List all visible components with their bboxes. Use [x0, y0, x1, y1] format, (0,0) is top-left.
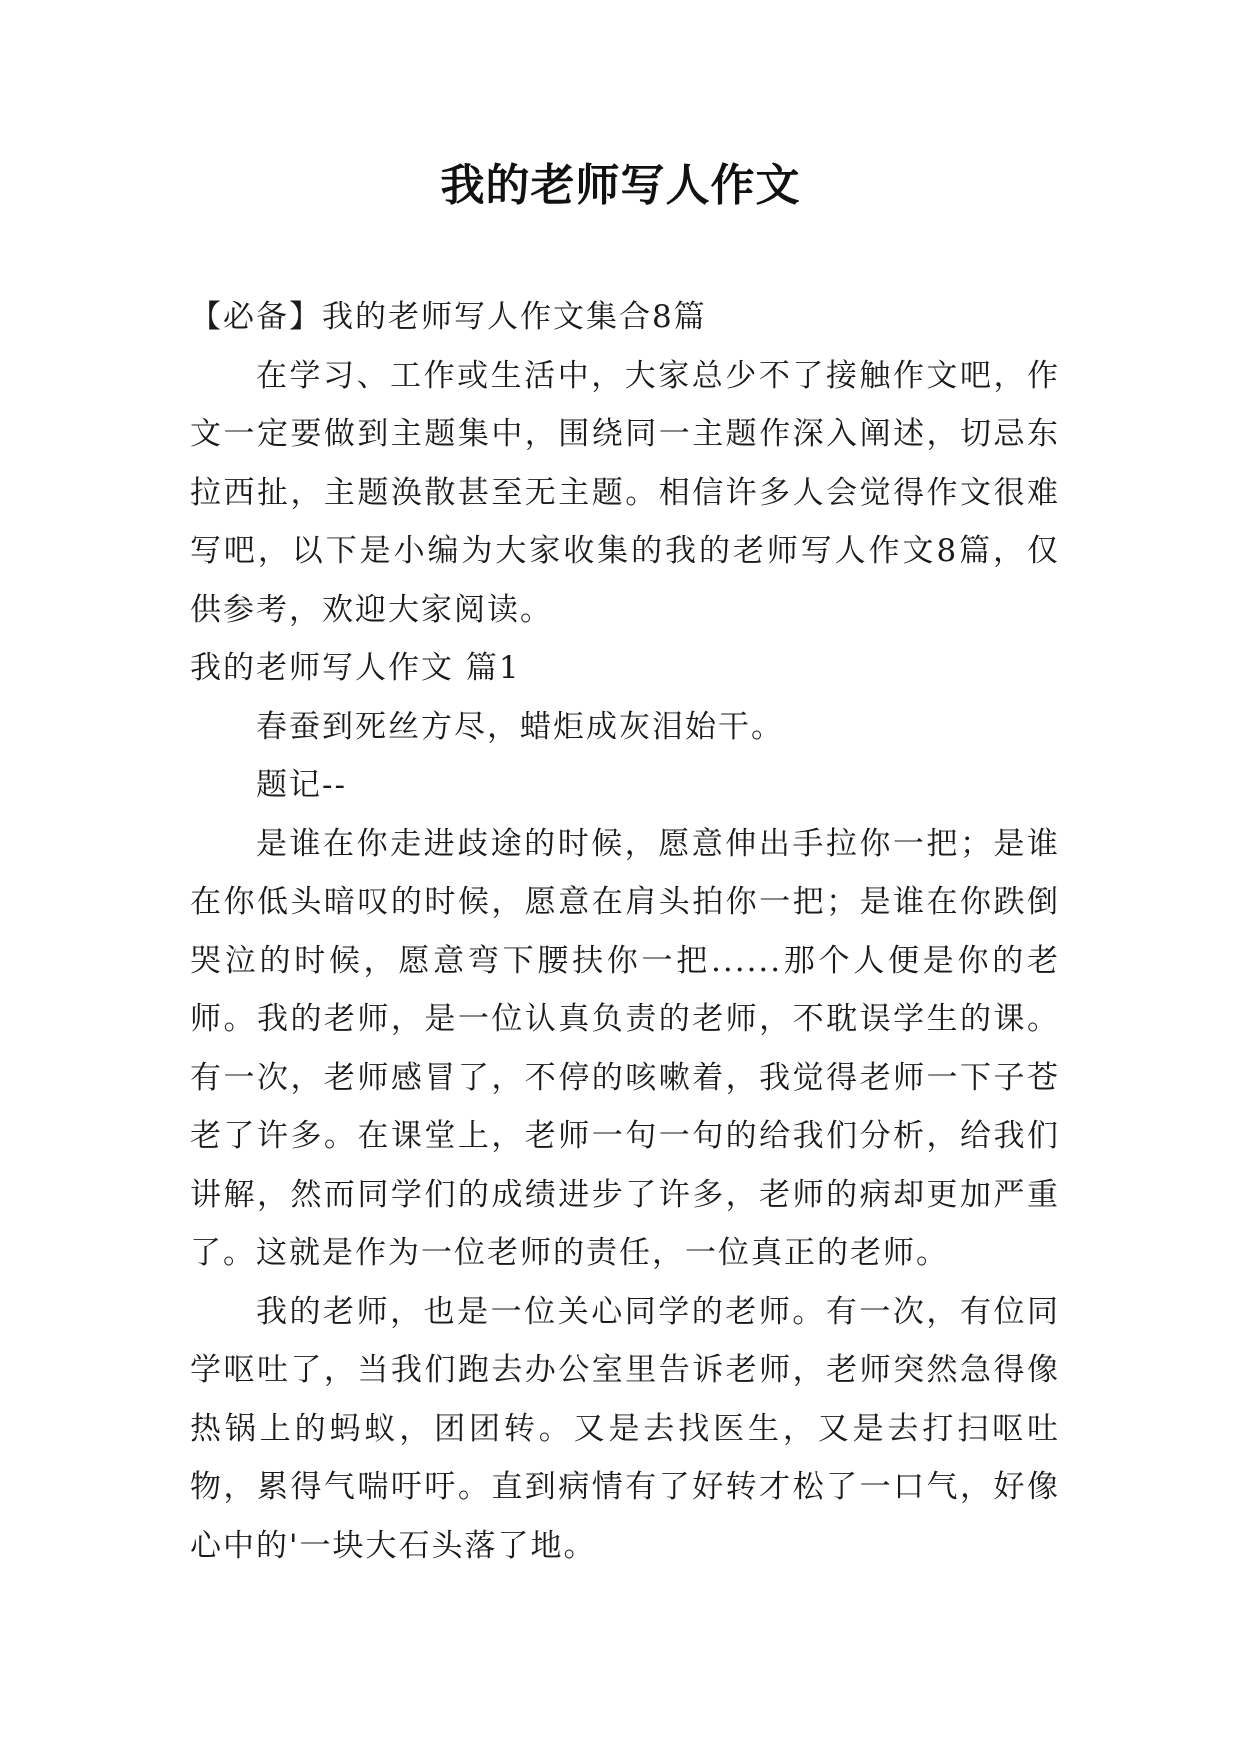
document-body — [190, 288, 1060, 1575]
paragraph-epigraph: 春蚕到死丝方尽，蜡炬成灰泪始干。 — [256, 708, 784, 745]
paragraph-body: 是谁在你走进歧途的时候，愿意伸出手拉你一把；是谁在你低头暗叹的时候，愿意在肩头拍你一把；是谁在你跌倒哭泣的时候，愿意弯下腰扶你一把......那个人便是你的老师。我的老师，是一位认真负责的老师，不耽误学生的课。有一次，老师感冒了，不停的咳嗽着，我觉得老师一下子苍老了许多。在课堂上，老师一句一句的给我们分析，给我们讲解，然而同学们的成绩进步了许多，老师的病却更加严重了。这就是作为一位老师的责任，一位真正的老师。 — [190, 825, 1060, 1271]
paragraph-intro: 在学习、工作或生活中，大家总少不了接触作文吧，作文一定要做到主题集中，围绕同一主题作深入阐述，切忌东拉西扯，主题涣散甚至无主题。相信许多人会觉得作文很难写吧，以下是小编为大家收集的我的老师写人作文8篇，仅供参考，欢迎大家阅读。 — [190, 357, 1060, 628]
paragraph-body: 我的老师，也是一位关心同学的老师。有一次，有位同学呕吐了，当我们跑去办公室里告诉老师，老师突然急得像热锅上的蚂蚁，团团转。又是去找医生，又是去打扫呕吐物，累得气喘吁吁。直到病情有了好转才松了一口气，好像心中的'一块大石头落了地。 — [190, 1293, 1060, 1564]
paragraph-subtitle: 【必备】我的老师写人作文集合8篇 — [190, 299, 707, 335]
document-title: 我的老师写人作文 — [440, 160, 801, 211]
paragraph-epigraph-note: 题记-- — [256, 767, 347, 803]
section-heading: 我的老师写人作文 篇1 — [190, 650, 521, 686]
